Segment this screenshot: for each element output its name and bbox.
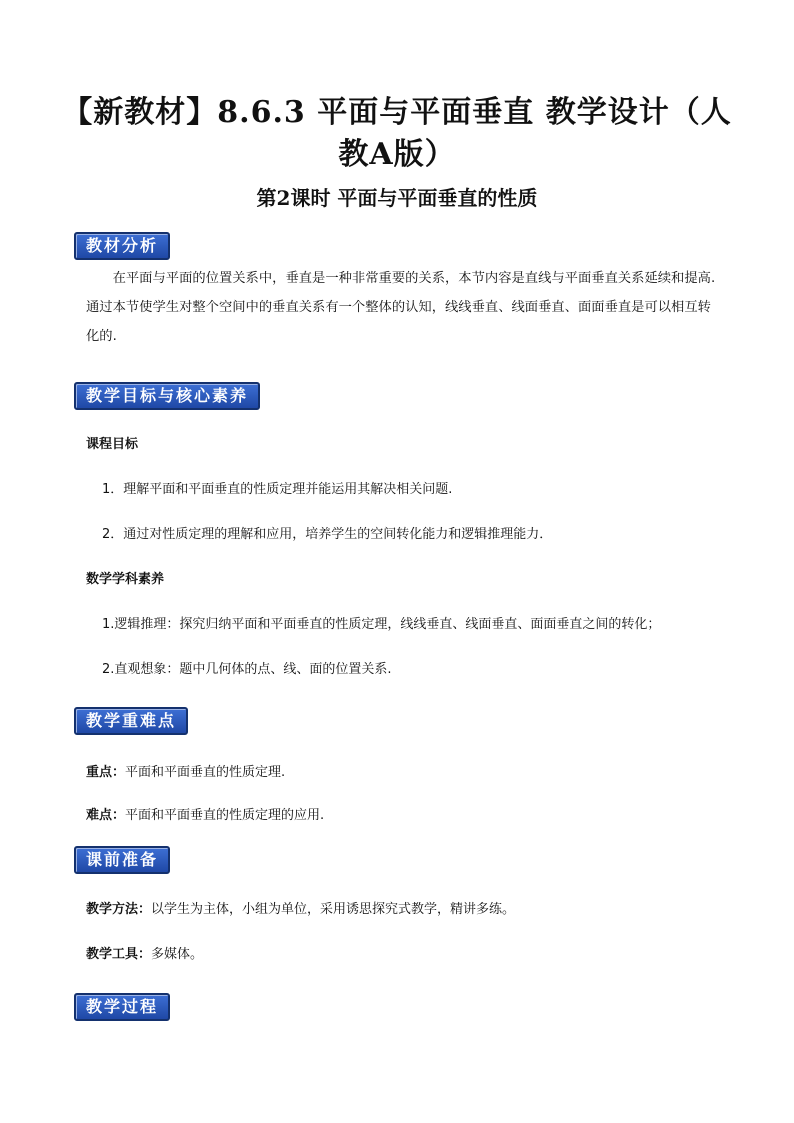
section-badge-preparation: 课前准备	[74, 846, 170, 874]
course-goal-item-2: 2．通过对性质定理的理解和应用，培养学生的空间转化能力和逻辑推理能力．	[102, 527, 553, 542]
key-point-label: 重点：	[86, 765, 126, 780]
math-literacy-heading: 数学学科素养	[86, 572, 165, 587]
teaching-method-text: 以学生为主体，小组为单位，采用诱思探究式教学，精讲多练。	[151, 902, 516, 917]
teaching-tools-text: 多媒体。	[151, 947, 204, 962]
teaching-tools-line	[86, 945, 203, 965]
literacy-item-1: 1.逻辑推理：探究归纳平面和平面垂直的性质定理，线线垂直、线面垂直、面面垂直之间的转化；	[102, 617, 661, 632]
course-goal-item-1: 1．理解平面和平面垂直的性质定理并能运用其解决相关问题.	[102, 482, 453, 497]
section-badge-goals: 教学目标与核心素养	[74, 382, 260, 410]
key-point-line	[86, 763, 285, 783]
lesson-subtitle: 第2课时 平面与平面垂直的性质	[256, 186, 538, 210]
document-title: 【新教材】8.6.3 平面与平面垂直 教学设计（人教A版）	[62, 95, 732, 172]
difficult-point-line	[86, 806, 324, 826]
literacy-item-2: 2.直观想象：题中几何体的点、线、面的位置关系.	[102, 662, 392, 677]
difficult-point-text: 平面和平面垂直的性质定理的应用.	[125, 808, 325, 823]
teaching-method-line	[86, 900, 515, 920]
difficult-point-label: 难点：	[86, 808, 126, 823]
section-badge-analysis: 教材分析	[74, 232, 170, 260]
section-badge-process: 教学过程	[74, 993, 170, 1021]
teaching-method-label: 教学方法：	[86, 902, 152, 917]
key-point-text: 平面和平面垂直的性质定理.	[125, 765, 286, 780]
analysis-paragraph: 在平面与平面的位置关系中，垂直是一种非常重要的关系，本节内容是直线与平面垂直关系延续和提高.通过本节使学生对整个空间中的垂直关系有一个整体的认知，线线垂直、线面垂直、面面垂直是可以相互转化的.	[86, 271, 716, 344]
teaching-tools-label: 教学工具：	[86, 947, 152, 962]
section-badge-key-points: 教学重难点	[74, 707, 188, 735]
course-goals-heading: 课程目标	[86, 437, 139, 452]
